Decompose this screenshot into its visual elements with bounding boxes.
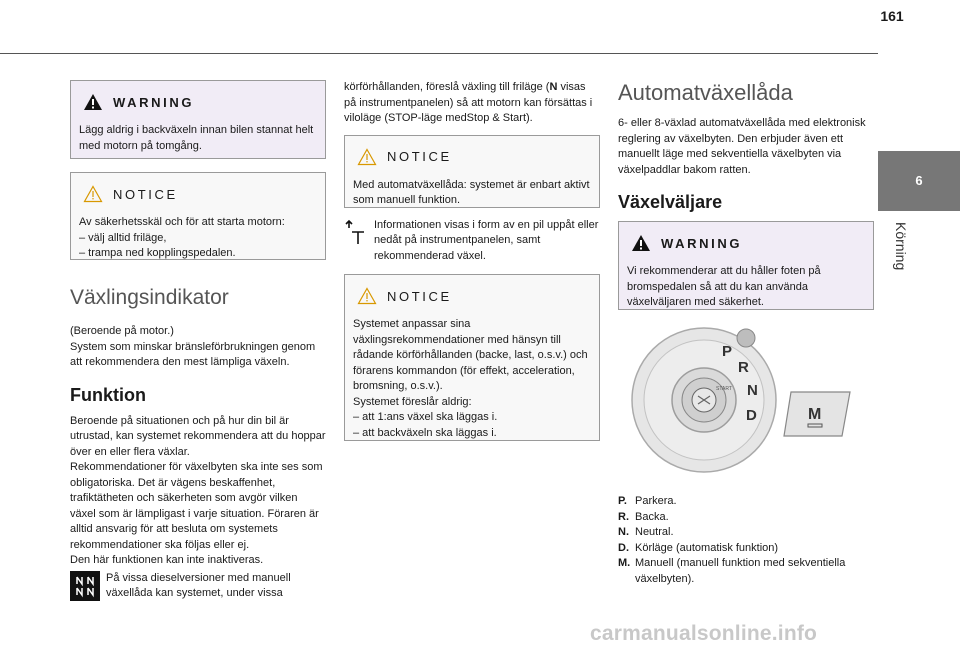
gear-legend <box>618 494 874 587</box>
notice-text: Med automatväxellåda: systemet är enbart aktivt som manuell funktion. <box>353 178 590 206</box>
start-label: START <box>716 386 732 392</box>
function-para-2: Rekommendationer för växelbyten ska inte ses som obligatoriska. Det är vägens beskaffenhet, trafiktätheten och säkerheten som avgör vilken växel som är lämpligast i varje situation. Föraren är alltid ansvarig för att besluta om systemets rekommendationer ska följas eller ej. <box>70 461 323 551</box>
notice-box <box>70 172 326 260</box>
function-para-1: Beroende på situationen och på hur din bil är utrustad, kan systemet rekommendera att du hoppar över en eller flera växlar. <box>70 414 326 458</box>
gear-indicator-note: (Beroende på motor.) <box>70 325 174 337</box>
warning-text: Vi rekommenderar att du håller foten på bromspedalen så att du kan använda växelväljaren med säkerhet. <box>627 265 821 308</box>
legend-item: R. Backa. <box>618 510 669 523</box>
legend-item: P. Parkera. <box>618 495 677 507</box>
column-right <box>618 80 874 587</box>
notice-line: – att 1:ans växel ska läggas i. <box>353 411 498 423</box>
section-title: Körning <box>893 222 909 271</box>
gear-selector-dial <box>618 320 874 480</box>
automatic-gearbox-heading: Automatväxellåda <box>618 80 793 105</box>
continued-text: körförhållanden, föreslå växling till friläge (N visas på instrumentpanelen) så att motorn kan försättas i viloläge (STOP-läge medStop & Start). <box>344 81 593 124</box>
dial-letter-p: P <box>722 343 733 360</box>
warning-header <box>79 89 317 123</box>
legend-item: M. Manuell (manuell funktion med sekventiella växelbyten). <box>618 557 846 585</box>
notice-header <box>353 144 591 178</box>
dial-letter-r: R <box>738 359 749 376</box>
section-number: 6 <box>915 173 923 188</box>
notice-line: – trampa ned kopplingspedalen. <box>79 247 236 259</box>
warning-text: Lägg aldrig i backväxeln innan bilen stannat helt med motorn på tomgång. <box>79 124 314 152</box>
function-heading: Funktion <box>70 384 146 405</box>
warning-title: WARNING <box>113 94 195 110</box>
selector-heading: Växelväljare <box>618 192 723 212</box>
section-label <box>893 222 933 292</box>
warning-box <box>70 80 326 159</box>
watermark: carmanualsonline.info <box>590 622 818 645</box>
legend-item: N. Neutral. <box>618 526 674 538</box>
gear-indicator-heading: Växlingsindikator <box>70 286 229 309</box>
info-note <box>344 218 600 265</box>
manual-button-label: M <box>808 406 822 423</box>
notice-triangle-icon <box>83 185 103 203</box>
notice-triangle-icon <box>357 148 377 166</box>
gear-selector-illustration <box>618 320 874 480</box>
column-left <box>70 80 326 602</box>
diesel-note-text: På vissa dieselversioner med manuell växellåda kan systemet, under vissa <box>106 571 291 599</box>
info-note-text: Informationen visas i form av en pil uppåt eller nedåt på instrumentpanelen, samt rekommenderad växel. <box>374 218 599 262</box>
notice-header <box>353 283 591 317</box>
notice-text <box>353 317 591 441</box>
notice-line: – att backväxeln ska läggas i. <box>353 426 497 439</box>
notice-triangle-icon <box>357 287 377 305</box>
function-para-3: Den här funktionen kan inte inaktiveras. <box>70 554 264 566</box>
warning-header <box>627 230 865 264</box>
header-rule <box>0 53 878 54</box>
diesel-version-icon <box>70 571 100 601</box>
automatic-gearbox-intro: 6- eller 8-växlad automatväxellåda med elektronisk reglering av växelbyten. Den erbjuder även ett manuellt läge med sekventiella växelbyten via växelpaddlar bakom ratten. <box>618 117 866 176</box>
warning-icon <box>83 93 103 111</box>
gear-indicator-desc: System som minskar bränsleförbrukningen genom att rekommendera den mest lämpliga växeln. <box>70 340 316 368</box>
notice-line: Av säkerhetsskäl och för att starta motorn: <box>79 216 285 228</box>
notice-title: NOTICE <box>113 186 178 202</box>
notice-line: Systemet anpassar sina växlingsrekommendationer med hänsyn till rådande körförhållanden (backe, last, o.s.v.) och förarens kommandon (för effekt, acceleration, bromsning, o.s.v.). <box>353 318 588 392</box>
dial-letter-n: N <box>747 382 758 399</box>
notice-header <box>79 181 317 215</box>
page-number: 161 <box>880 8 904 24</box>
notice-line: Systemet föreslår aldrig: <box>353 395 472 408</box>
notice-title: NOTICE <box>387 149 452 164</box>
diesel-note <box>70 571 326 602</box>
gear-arrow-icon <box>344 218 368 246</box>
notice-text <box>79 215 317 262</box>
notice-line: – välj alltid friläge, <box>79 231 167 244</box>
column-middle <box>344 80 600 441</box>
notice-box-system <box>344 274 600 441</box>
dial-letter-d: D <box>746 407 757 424</box>
legend-item: D. Körläge (automatisk funktion) <box>618 541 779 554</box>
notice-box-automatic <box>344 135 600 208</box>
warning-box-selector <box>618 221 874 310</box>
warning-title: WARNING <box>661 235 743 251</box>
notice-title: NOTICE <box>387 288 452 304</box>
warning-icon <box>631 234 651 252</box>
section-tab[interactable] <box>878 151 960 211</box>
